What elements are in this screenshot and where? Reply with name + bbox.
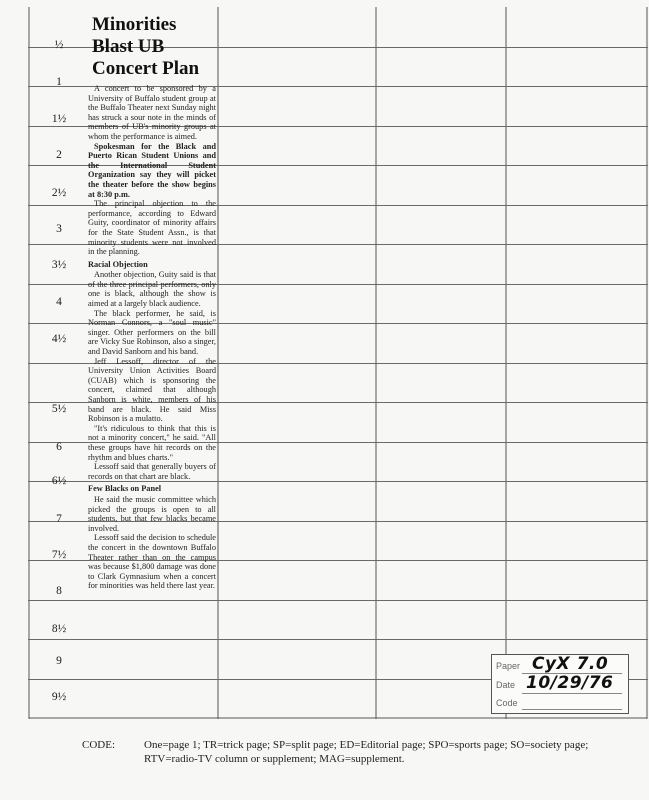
headline-line-1: Minorities — [92, 14, 177, 35]
newspaper-clipping — [88, 14, 216, 676]
archive-stamp — [491, 654, 629, 714]
article-paragraph: Spokesman for the Black and Puerto Rican Student Unions and the International Student Organization say they will picket the theater before the show begins at 8:30 p.m. — [88, 141, 216, 199]
stamp-rule — [522, 709, 622, 710]
ruler-mark: 2½ — [51, 187, 67, 199]
ruler-mark: 7½ — [51, 549, 67, 561]
ruler-mark: 1 — [56, 76, 62, 88]
ruler-mark: 8½ — [51, 623, 67, 635]
headline-line-2: Blast UB — [92, 36, 165, 57]
article-subhead: Racial Objection — [88, 259, 148, 269]
ruler-mark: 8 — [56, 585, 62, 597]
article-paragraph: Another objection, Guity said is that of the three principal performers, only one is black, although the show is aimed at a largely black audience. — [88, 270, 216, 309]
article-paragraph: "It's ridiculous to think that this is not a minority concert," he said. "All these groups have hit records on the rhythm and blues charts." — [88, 423, 216, 462]
ruler-mark: 1½ — [51, 113, 67, 125]
stamp-paper-label: Paper — [496, 661, 521, 671]
ruler-mark: 4½ — [51, 333, 67, 345]
code-legend-line-2: RTV=radio-TV column or supplement; MAG=supplement. — [144, 753, 405, 765]
headline-line-3: Concert Plan — [92, 58, 200, 79]
ruler-mark: 5½ — [51, 403, 67, 415]
code-legend-line-1: One=page 1; TR=trick page; SP=split page; ED=Editorial page; SPO=sports page; SO=society page; — [144, 739, 589, 751]
article-paragraph: Lessoff said the decision to schedule the concert in the downtown Buffalo Theater rather than on the campus was because $1,800 damage was done to Clark Gymnasium when a concert for minorities was held there last year. — [88, 533, 216, 591]
ruler-mark: 7 — [56, 513, 62, 525]
ruler-mark: 9½ — [51, 691, 67, 703]
article-paragraph: The black performer, he said, is Norman Connors, a "soul music" singer. Other performers on the bill are Vicky Sue Robinson, also a singer, and David Sanborn and his band. — [88, 308, 216, 357]
article-paragraph: Jeff Lessoff, director of the University Union Activities Board (CUAB) which is sponsoring the concert, claimed that although Sanborn is white, members of his band are black. He said Miss Robinson is a mulatto. — [88, 356, 216, 424]
article-paragraph: A concert to be sponsored by a University of Buffalo student group at the Buffalo Theater next Sunday night has struck a sour note in the minds of members of UB's minority groups at whom the performance is aimed. — [88, 84, 216, 141]
article-headline — [92, 14, 216, 80]
ruler-mark: 4 — [56, 296, 62, 308]
stamp-code-label: Code — [496, 698, 518, 708]
article-paragraph: The principal objection to the performance, according to Edward Guity, coordinator of minority affairs for the State Student Assn., is that minority students were not involved in the planning. — [88, 199, 216, 257]
ruler-mark: 2 — [56, 149, 62, 161]
stamp-paper-value: CyX 7.0 — [532, 654, 609, 674]
inch-ruler — [28, 0, 90, 720]
ruler-mark: 3 — [56, 223, 62, 235]
ruler-mark: 3½ — [51, 259, 67, 271]
ruler-mark: ½ — [54, 39, 64, 51]
ruler-mark: 9 — [56, 655, 62, 667]
ruler-mark: 6½ — [51, 475, 67, 487]
article-paragraph: Lessoff said that generally buyers of records on that chart are black. — [88, 462, 216, 481]
stamp-rule — [522, 693, 622, 694]
ruler-mark: 6 — [56, 441, 62, 453]
stamp-date-label: Date — [496, 680, 516, 690]
article-paragraph: He said the music committee which picked the groups is open to all students, but that few blacks became involved. — [88, 494, 216, 533]
code-legend-label: CODE: — [82, 739, 115, 751]
article-subhead: Few Blacks on Panel — [88, 484, 162, 494]
code-legend — [82, 738, 630, 766]
stamp-date-value: 10/29/76 — [526, 673, 614, 693]
